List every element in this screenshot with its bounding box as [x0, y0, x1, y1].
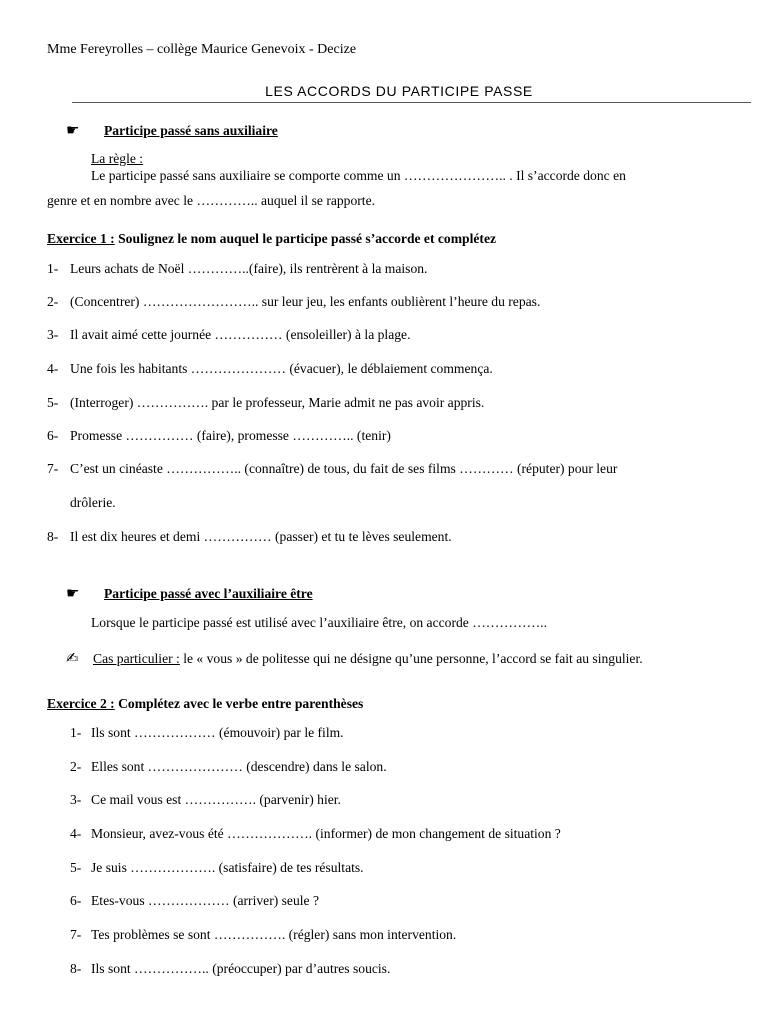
pointing-hand-icon: ☛	[66, 584, 80, 602]
writing-hand-icon: ✍	[66, 649, 79, 667]
list-item: 5- Je suis ………………. (satisfaire) de tes résultats.	[70, 860, 364, 875]
page-header: Mme Fereyrolles – collège Maurice Genevoix - Decize	[47, 42, 357, 57]
section1-heading-row	[66, 121, 278, 139]
list-item: 7- C’est un cinéaste …………….. (connaître) de tous, du fait de ses films ………… (réputer) pour leur	[47, 461, 618, 476]
list-item: 3- Ce mail vous est ……………. (parvenir) hier.	[70, 792, 341, 807]
rule-line-2: genre et en nombre avec le ………….. auquel il se rapporte.	[47, 193, 376, 208]
list-item: 6- Promesse …………… (faire), promesse ………….. (tenir)	[47, 428, 391, 443]
rule-label: La règle :	[91, 151, 144, 166]
list-item: 7- Tes problèmes se sont ……………. (régler) sans mon intervention.	[70, 927, 457, 942]
section2-heading: Participe passé avec l’auxiliaire être	[104, 586, 313, 601]
section2-rule: Lorsque le participe passé est utilisé avec l’auxiliaire être, on accorde ……………..	[91, 615, 547, 630]
list-item: 4- Monsieur, avez-vous été ………………. (informer) de mon changement de situation ?	[70, 826, 561, 841]
list-item: 1- Ils sont ……………… (émouvoir) par le film.	[70, 725, 344, 740]
list-item: 2- Elles sont ………………… (descendre) dans le salon.	[70, 759, 387, 774]
special-case-row	[66, 649, 643, 667]
exercise2-heading: Exercice 2 : Complétez avec le verbe entre parenthèses	[47, 696, 364, 711]
special-case-text: le « vous » de politesse qui ne désigne qu’une personne, l’accord se fait au singulier.	[179, 651, 643, 666]
list-item: 1- Leurs achats de Noël …………..(faire), ils rentrèrent à la maison.	[47, 261, 428, 276]
section1-heading: Participe passé sans auxiliaire	[104, 123, 278, 138]
list-item: 2- (Concentrer) …………………….. sur leur jeu, les enfants oublièrent l’heure du repas.	[47, 294, 541, 309]
special-case-label: Cas particulier :	[93, 651, 180, 666]
list-item: 4- Une fois les habitants ………………… (évacuer), le déblaiement commença.	[47, 361, 493, 376]
page-title: LES ACCORDS DU PARTICIPE PASSE	[265, 83, 533, 99]
pointing-hand-icon: ☛	[66, 121, 80, 139]
title-divider	[72, 102, 751, 103]
section2-heading-row	[66, 584, 313, 602]
list-item: 5- (Interroger) ……………. par le professeur, Marie admit ne pas avoir appris.	[47, 395, 485, 410]
exercise1-heading: Exercice 1 : Soulignez le nom auquel le participe passé s’accorde et complétez	[47, 231, 497, 246]
list-item: 3- Il avait aimé cette journée …………… (ensoleiller) à la plage.	[47, 327, 411, 342]
list-item-continuation: drôlerie.	[70, 495, 116, 510]
rule-line-1: Le participe passé sans auxiliaire se comporte comme un ………………….. . Il s’accorde donc en	[91, 168, 626, 183]
list-item: 8- Ils sont …………….. (préoccuper) par d’autres soucis.	[70, 961, 391, 976]
list-item: 6- Etes-vous ……………… (arriver) seule ?	[70, 893, 320, 908]
list-item: 8- Il est dix heures et demi …………… (passer) et tu te lèves seulement.	[47, 529, 452, 544]
